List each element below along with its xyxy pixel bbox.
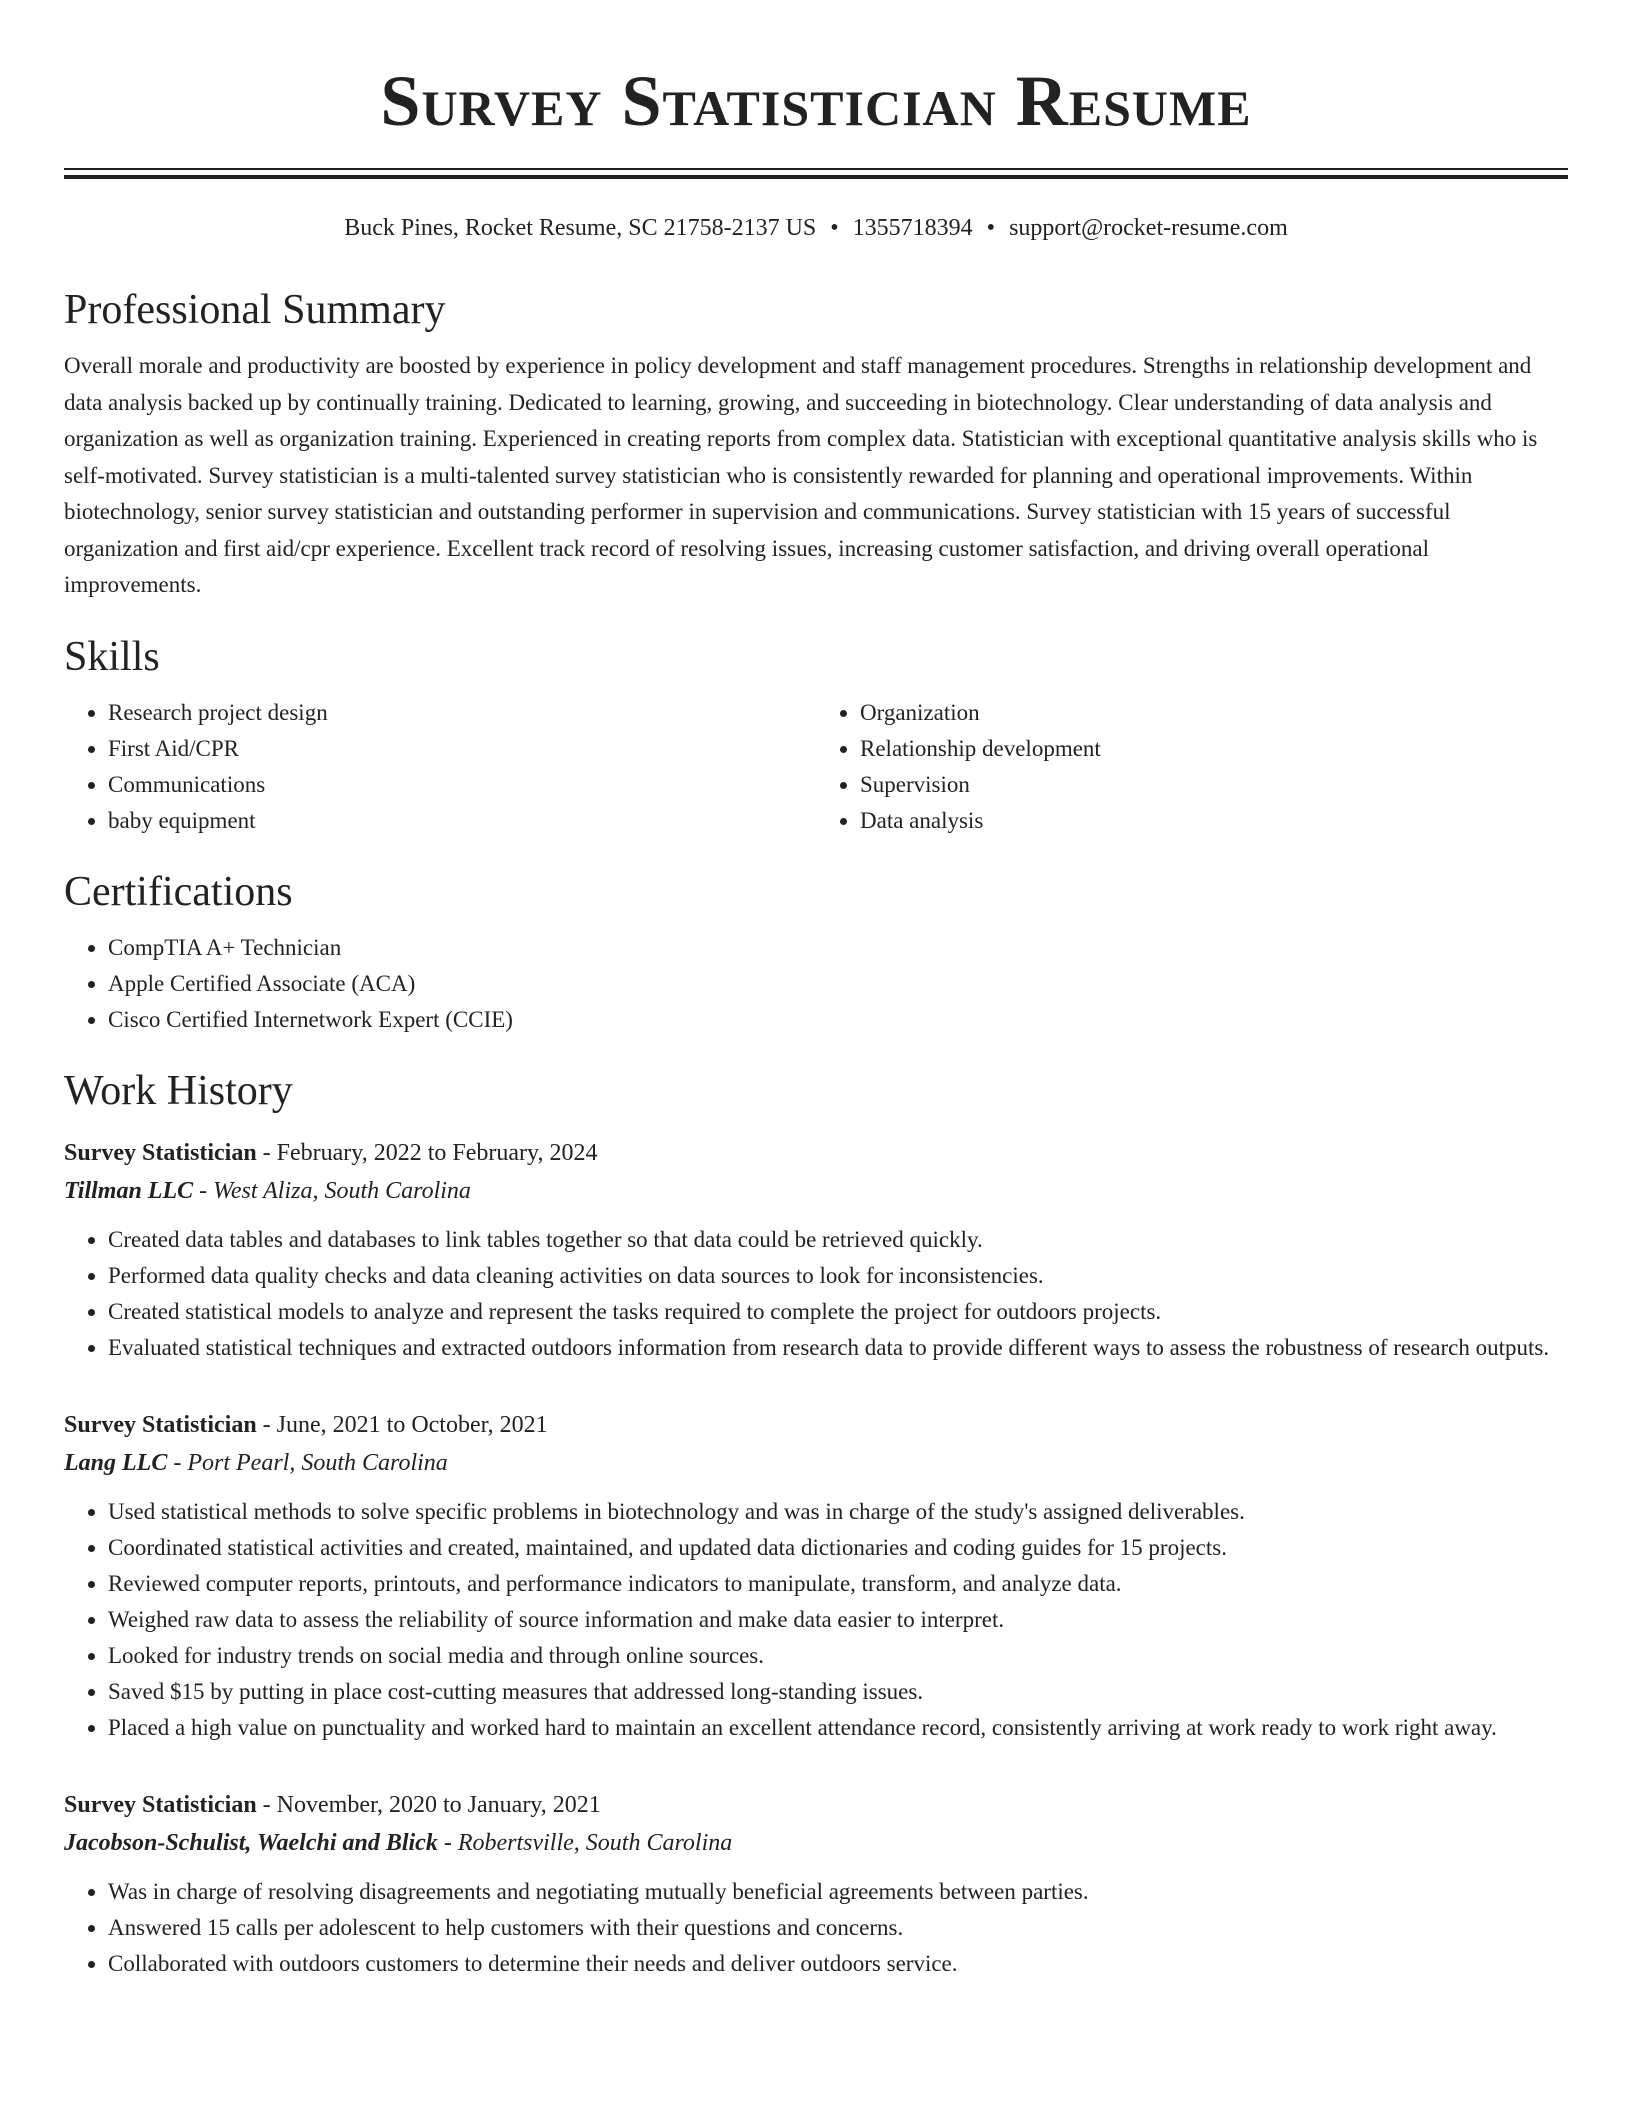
work-history-heading: Work History xyxy=(64,1067,293,1114)
job-entry xyxy=(64,1786,1568,1982)
job-location: - Robertsville, South Carolina xyxy=(437,1829,733,1856)
job-title-line xyxy=(64,1406,1568,1444)
contact-address: Buck Pines, Rocket Resume, SC 21758-2137 US xyxy=(344,215,817,241)
skill-item: • baby equipment xyxy=(108,803,816,839)
job-bullet: • Evaluated statistical techniques and extracted outdoors information from research data to provide different ways to assess the robustness of research outputs. xyxy=(108,1330,1568,1366)
job-bullet: • Used statistical methods to solve specific problems in biotechnology and was in charge of the study's assigned deliverables. xyxy=(108,1494,1568,1530)
skill-item: • First Aid/CPR xyxy=(108,731,816,767)
job-location: - West Aliza, South Carolina xyxy=(193,1177,471,1204)
job-title-line xyxy=(64,1786,1568,1824)
job-company: Lang LLC xyxy=(64,1449,168,1476)
skill-item: • Data analysis xyxy=(860,803,1568,839)
job-bullets xyxy=(64,1222,1568,1366)
skills-list-left xyxy=(64,695,816,839)
certifications-heading: Certifications xyxy=(64,868,293,915)
job-location: - Port Pearl, South Carolina xyxy=(167,1449,448,1476)
skills-section xyxy=(64,632,1568,839)
resume-title: Survey Statistician Resume xyxy=(380,61,1252,141)
certifications-section xyxy=(64,867,1568,1038)
skills-heading: Skills xyxy=(64,633,160,680)
certification-item: • Cisco Certified Internetwork Expert (CCIE) xyxy=(108,1002,1568,1038)
job-bullet: • Was in charge of resolving disagreements and negotiating mutually beneficial agreements between parties. xyxy=(108,1874,1568,1910)
contact-email: support@rocket-resume.com xyxy=(1009,215,1288,241)
job-employer-line xyxy=(64,1824,1568,1862)
job-bullet: • Coordinated statistical activities and created, maintained, and updated data dictionaries and coding guides for 15 projects. xyxy=(108,1530,1568,1566)
work-history-section xyxy=(64,1066,1568,1982)
skills-columns xyxy=(64,695,1568,839)
contact-separator: • xyxy=(830,215,839,241)
contact-separator: • xyxy=(986,215,996,241)
job-entry xyxy=(64,1406,1568,1746)
contact-line xyxy=(64,213,1568,243)
job-bullet: • Placed a high value on punctuality and worked hard to maintain an excellent attendance record, consistently arriving at work ready to work right away. xyxy=(108,1710,1568,1746)
job-role: Survey Statistician xyxy=(64,1411,257,1438)
job-role: Survey Statistician xyxy=(64,1139,257,1166)
certification-item: • Apple Certified Associate (ACA) xyxy=(108,966,1568,1002)
job-company: Tillman LLC xyxy=(64,1177,194,1204)
job-bullet: • Created statistical models to analyze and represent the tasks required to complete the project for outdoors projects. xyxy=(108,1294,1568,1330)
job-dates: - November, 2020 to January, 2021 xyxy=(256,1791,601,1818)
job-dates: - June, 2021 to October, 2021 xyxy=(256,1411,548,1438)
skill-item: • Supervision xyxy=(860,767,1568,803)
job-bullet: • Collaborated with outdoors customers to determine their needs and deliver outdoors service. xyxy=(108,1946,1568,1982)
job-bullets xyxy=(64,1494,1568,1746)
job-bullets xyxy=(64,1874,1568,1982)
resume-page xyxy=(64,0,1568,1982)
skill-item: • Relationship development xyxy=(860,731,1568,767)
summary-heading: Professional Summary xyxy=(64,287,446,333)
contact-phone: 1355718394 xyxy=(852,215,973,241)
skills-list-right xyxy=(816,695,1568,839)
job-bullet: • Performed data quality checks and data cleaning activities on data sources to look for inconsistencies. xyxy=(108,1258,1568,1294)
summary-section xyxy=(64,285,1568,604)
job-role: Survey Statistician xyxy=(64,1791,257,1818)
job-title-line xyxy=(64,1134,1568,1172)
job-bullet: • Saved $15 by putting in place cost-cutting measures that addressed long-standing issues. xyxy=(108,1674,1568,1710)
job-bullet: • Looked for industry trends on social media and through online sources. xyxy=(108,1638,1568,1674)
job-dates: - February, 2022 to February, 2024 xyxy=(256,1139,598,1166)
job-employer-line xyxy=(64,1444,1568,1482)
job-bullet: • Answered 15 calls per adolescent to help customers with their questions and concerns. xyxy=(108,1910,1568,1946)
job-entry xyxy=(64,1134,1568,1366)
summary-text: Overall morale and productivity are boosted by experience in policy development and staff management procedures. Strengths in relationship development and data analysis backed up by continually training. Dedicated to learning, growing, and succeeding in biotechnology. Clear understanding of data analysis and organization as well as organization training. Experienced in creating reports from complex data. Statistician with exceptional quantitative analysis skills who is self-motivated. Survey statistician is a multi-talented survey statistician who is consistently rewarded for planning and operational improvements. Within biotechnology, senior survey statistician and outstanding performer in supervision and communications. Survey statistician with 15 years of successful organization and first aid/cpr experience. Excellent track record of resolving issues, increasing customer satisfaction, and driving overall operational improvements. xyxy=(64,353,1538,597)
title-rule-thick xyxy=(64,175,1568,179)
job-employer-line xyxy=(64,1172,1568,1210)
job-bullet: • Created data tables and databases to link tables together so that data could be retrieved quickly. xyxy=(108,1222,1568,1258)
job-bullet: • Weighed raw data to assess the reliability of source information and make data easier to interpret. xyxy=(108,1602,1568,1638)
skill-item: • Organization xyxy=(860,695,1568,731)
certification-item: • CompTIA A+ Technician xyxy=(108,930,1568,966)
skill-item: • Communications xyxy=(108,767,816,803)
job-company: Jacobson-Schulist, Waelchi and Blick xyxy=(64,1829,438,1856)
skill-item: • Research project design xyxy=(108,695,816,731)
job-bullet: • Reviewed computer reports, printouts, and performance indicators to manipulate, transform, and analyze data. xyxy=(108,1566,1568,1602)
title-rule-thin xyxy=(64,168,1568,170)
certifications-list xyxy=(64,930,1568,1038)
